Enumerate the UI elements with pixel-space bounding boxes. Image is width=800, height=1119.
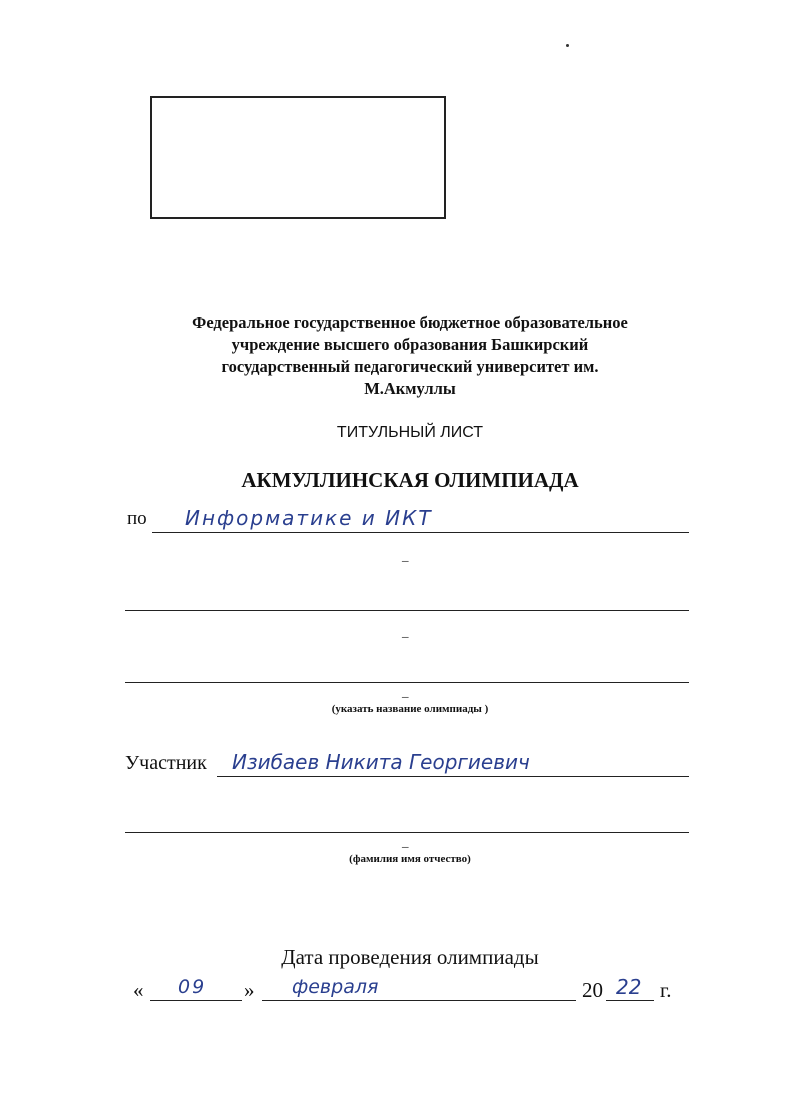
year-unit: г.: [660, 978, 672, 1002]
participant-line-1: [217, 776, 689, 777]
organization-line-1: Федеральное государственное бюджетное образовательное: [192, 313, 628, 332]
subject-caption: (указать название олимпиады ): [331, 703, 489, 715]
date-open-quote: «: [133, 978, 144, 1002]
date-title: Дата проведения олимпиады: [281, 945, 539, 969]
participant-dash: _: [402, 834, 409, 849]
day-value[interactable]: 09: [178, 976, 207, 998]
scan-speck: [566, 44, 569, 47]
subject-line-1: [152, 532, 689, 533]
participant-caption: (фамилия имя отчество): [349, 853, 471, 865]
participant-label: Участник: [125, 752, 207, 774]
subject-dash-3: _: [402, 684, 409, 699]
participant-value[interactable]: Изибаев Никита Георгиевич: [232, 750, 530, 774]
subject-dash-1: _: [402, 548, 409, 563]
subject-value[interactable]: Информатике и ИКТ: [185, 506, 433, 530]
month-value[interactable]: февраля: [292, 976, 379, 998]
organization-line-4: М.Акмуллы: [364, 379, 456, 398]
participant-line-2: [125, 832, 689, 833]
date-close-quote: »: [244, 978, 255, 1002]
subject-line-2: [125, 610, 689, 611]
subject-dash-2: _: [402, 624, 409, 639]
sheet-title: ТИТУЛЬНЫЙ ЛИСТ: [336, 424, 484, 441]
month-line: [262, 1000, 576, 1001]
subject-label: по: [127, 508, 147, 529]
olympiad-title: АКМУЛЛИНСКАЯ ОЛИМПИАДА: [241, 468, 579, 492]
organization-header: [100, 312, 720, 400]
year-prefix: 20: [582, 978, 603, 1002]
code-box: [150, 96, 446, 219]
year-line: [606, 1000, 654, 1001]
organization-line-3: государственный педагогический университет им.: [221, 357, 599, 376]
day-line: [150, 1000, 242, 1001]
organization-line-2: учреждение высшего образования Башкирский: [231, 335, 589, 354]
subject-line-3: [125, 682, 689, 683]
year-suffix[interactable]: 22: [616, 975, 642, 999]
